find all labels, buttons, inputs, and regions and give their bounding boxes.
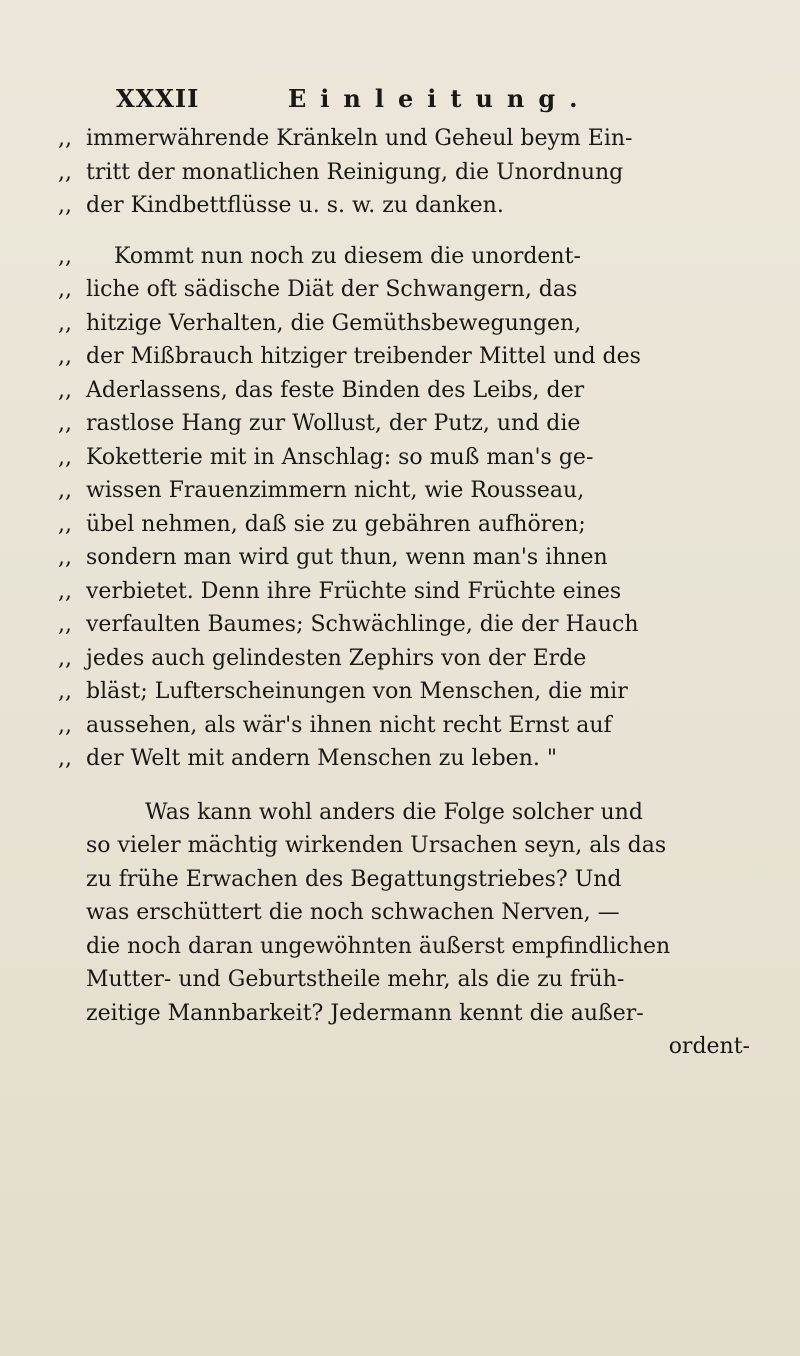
quote-mark: ,, — [58, 377, 72, 403]
line-text: Kommt nun noch zu diesem die unordent- — [114, 243, 581, 269]
quote-mark: ,, — [58, 746, 72, 771]
quote-mark: ,, — [58, 444, 72, 470]
line-text: rastlose Hang zur Wollust, der Putz, und die — [86, 411, 581, 436]
line-text: sondern man wird gut thun, wenn man's ihnen — [86, 545, 608, 570]
text-line — [50, 189, 790, 223]
running-title: Einleitung. — [288, 84, 592, 113]
text-line: so vieler mächtig wirkenden Ursachen seyn, als das — [86, 833, 667, 858]
text-line — [50, 407, 790, 441]
quote-mark: ,, — [58, 193, 72, 218]
line-text: hitzige Verhalten, die Gemüthsbewegungen, — [86, 310, 582, 336]
text-line — [50, 541, 790, 575]
line-text: wissen Frauenzimmern nicht, wie Rousseau, — [86, 478, 585, 503]
line-text: verfaulten Baumes; Schwächlinge, die der Hauch — [86, 612, 639, 637]
line-text: immerwährende Kränkeln und Geheul beym Ein- — [86, 126, 633, 151]
quote-mark: ,, — [58, 478, 72, 503]
quote-mark: ,, — [58, 578, 72, 604]
quote-mark: ,, — [58, 712, 72, 738]
quote-mark: ,, — [58, 511, 72, 537]
catchword: ordent- — [668, 1034, 750, 1059]
text-line — [50, 608, 790, 642]
page-number: XXXII — [116, 84, 200, 113]
text-line — [50, 240, 790, 274]
text-line — [50, 307, 790, 341]
text-line — [50, 273, 790, 307]
text-line: die noch daran ungewöhnten äußerst empfindlichen — [86, 933, 671, 959]
text-line: zu frühe Erwachen des Begattungstriebes? Und — [86, 866, 622, 892]
line-text: tritt der monatlichen Reinigung, die Unordnung — [86, 159, 624, 185]
quote-mark: ,, — [58, 344, 72, 369]
quote-mark: ,, — [58, 612, 72, 637]
quote-mark: ,, — [58, 277, 72, 302]
quote-mark: ,, — [58, 243, 72, 269]
line-text: jedes auch gelindesten Zephirs von der Erde — [86, 645, 587, 671]
quote-block — [50, 122, 790, 776]
line-text: Koketterie mit in Anschlag: so muß man's ge- — [86, 444, 594, 470]
line-text: der Kindbettflüsse u. s. w. zu danken. — [86, 193, 504, 218]
text-line — [50, 441, 790, 475]
quote-mark: ,, — [58, 679, 72, 704]
paragraph — [50, 796, 790, 1064]
line-text: verbietet. Denn ihre Früchte sind Früchte eines — [86, 578, 622, 604]
quote-mark: ,, — [58, 545, 72, 570]
text-line — [50, 642, 790, 676]
text-line: zeitige Mannbarkeit? Jedermann kennt die außer- — [86, 1000, 644, 1026]
text-line — [50, 575, 790, 609]
line-text: übel nehmen, daß sie zu gebähren aufhören; — [86, 511, 586, 537]
line-text: der Mißbrauch hitziger treibender Mittel und des — [86, 344, 641, 369]
quote-mark: ,, — [58, 126, 72, 151]
text-line — [50, 675, 790, 709]
text-line — [50, 742, 790, 776]
line-text: Aderlassens, das feste Binden des Leibs, der — [86, 377, 585, 403]
text-line — [50, 508, 790, 542]
line-text: liche oft sädische Diät der Schwangern, das — [86, 277, 578, 302]
quote-mark: ,, — [58, 645, 72, 671]
text-line — [50, 122, 790, 156]
quote-mark: ,, — [58, 159, 72, 185]
quote-mark: ,, — [58, 411, 72, 436]
text-line — [50, 709, 790, 743]
page-text — [50, 78, 790, 1064]
text-line: Mutter- und Geburtstheile mehr, als die zu früh- — [86, 967, 625, 992]
text-line: Was kann wohl anders die Folge solcher und — [145, 799, 643, 825]
text-line — [50, 374, 790, 408]
line-text: bläst; Lufterscheinungen von Menschen, die mir — [86, 679, 628, 704]
page-header — [50, 78, 790, 122]
text-line: was erschüttert die noch schwachen Nerven, — — [86, 900, 620, 925]
line-text: aussehen, als wär's ihnen nicht recht Ernst auf — [86, 712, 612, 738]
text-line — [50, 474, 790, 508]
text-line — [50, 156, 790, 190]
text-line — [50, 340, 790, 374]
line-text: der Welt mit andern Menschen zu leben. " — [86, 746, 557, 771]
quote-mark: ,, — [58, 310, 72, 336]
